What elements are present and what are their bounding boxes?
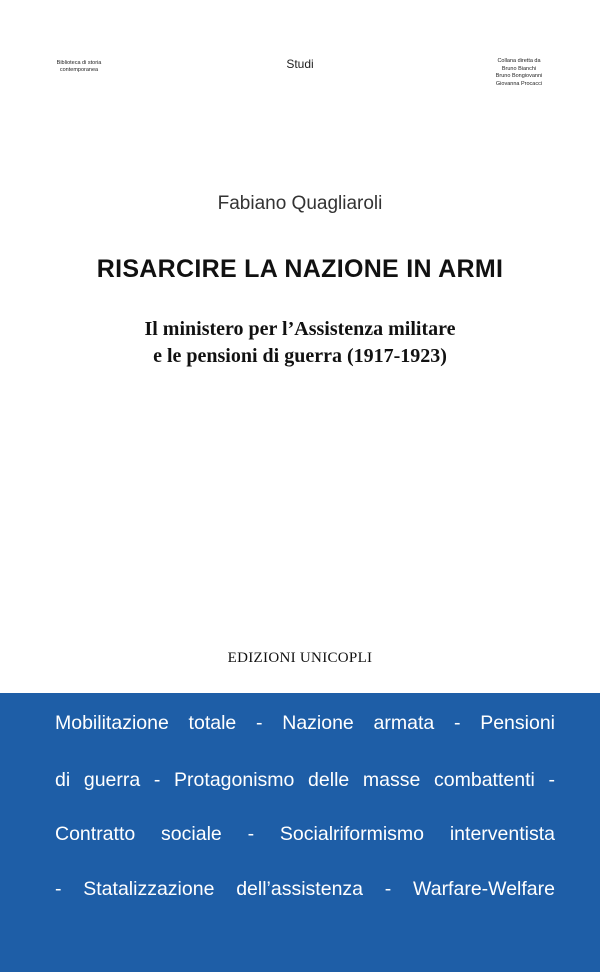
editors-heading: Collana diretta da xyxy=(497,58,541,64)
keywords-band xyxy=(0,693,600,972)
keywords-line: Mobilitazione totale - Nazione armata - Pensioni xyxy=(55,712,555,734)
editor-name: Bruno Bongiovanni xyxy=(495,73,543,79)
subtitle-line: Il ministero per l’Assistenza militare xyxy=(144,318,456,340)
author-name: Fabiano Quagliaroli xyxy=(217,193,383,214)
keywords-line: Contratto sociale - Socialriformismo interventista xyxy=(55,823,555,845)
series-label: Biblioteca di storia contemporanea xyxy=(56,60,102,73)
subtitle-line: e le pensioni di guerra (1917-1923) xyxy=(153,345,447,367)
editor-name: Bruno Bianchi xyxy=(501,65,537,72)
keywords-line: di guerra - Protagonismo delle masse combattenti - xyxy=(55,769,555,791)
book-title: RISARCIRE LA NAZIONE IN ARMI xyxy=(96,255,504,283)
collection-name: Studi xyxy=(286,57,314,71)
book-subtitle xyxy=(0,316,600,370)
editors-block xyxy=(478,58,560,88)
publisher-name: EDIZIONI UNICOPLI xyxy=(227,650,373,666)
editor-name: Giovanna Procacci xyxy=(495,80,543,87)
keywords-line: - Statalizzazione dell’assistenza - Warfare-Welfare xyxy=(55,878,555,900)
